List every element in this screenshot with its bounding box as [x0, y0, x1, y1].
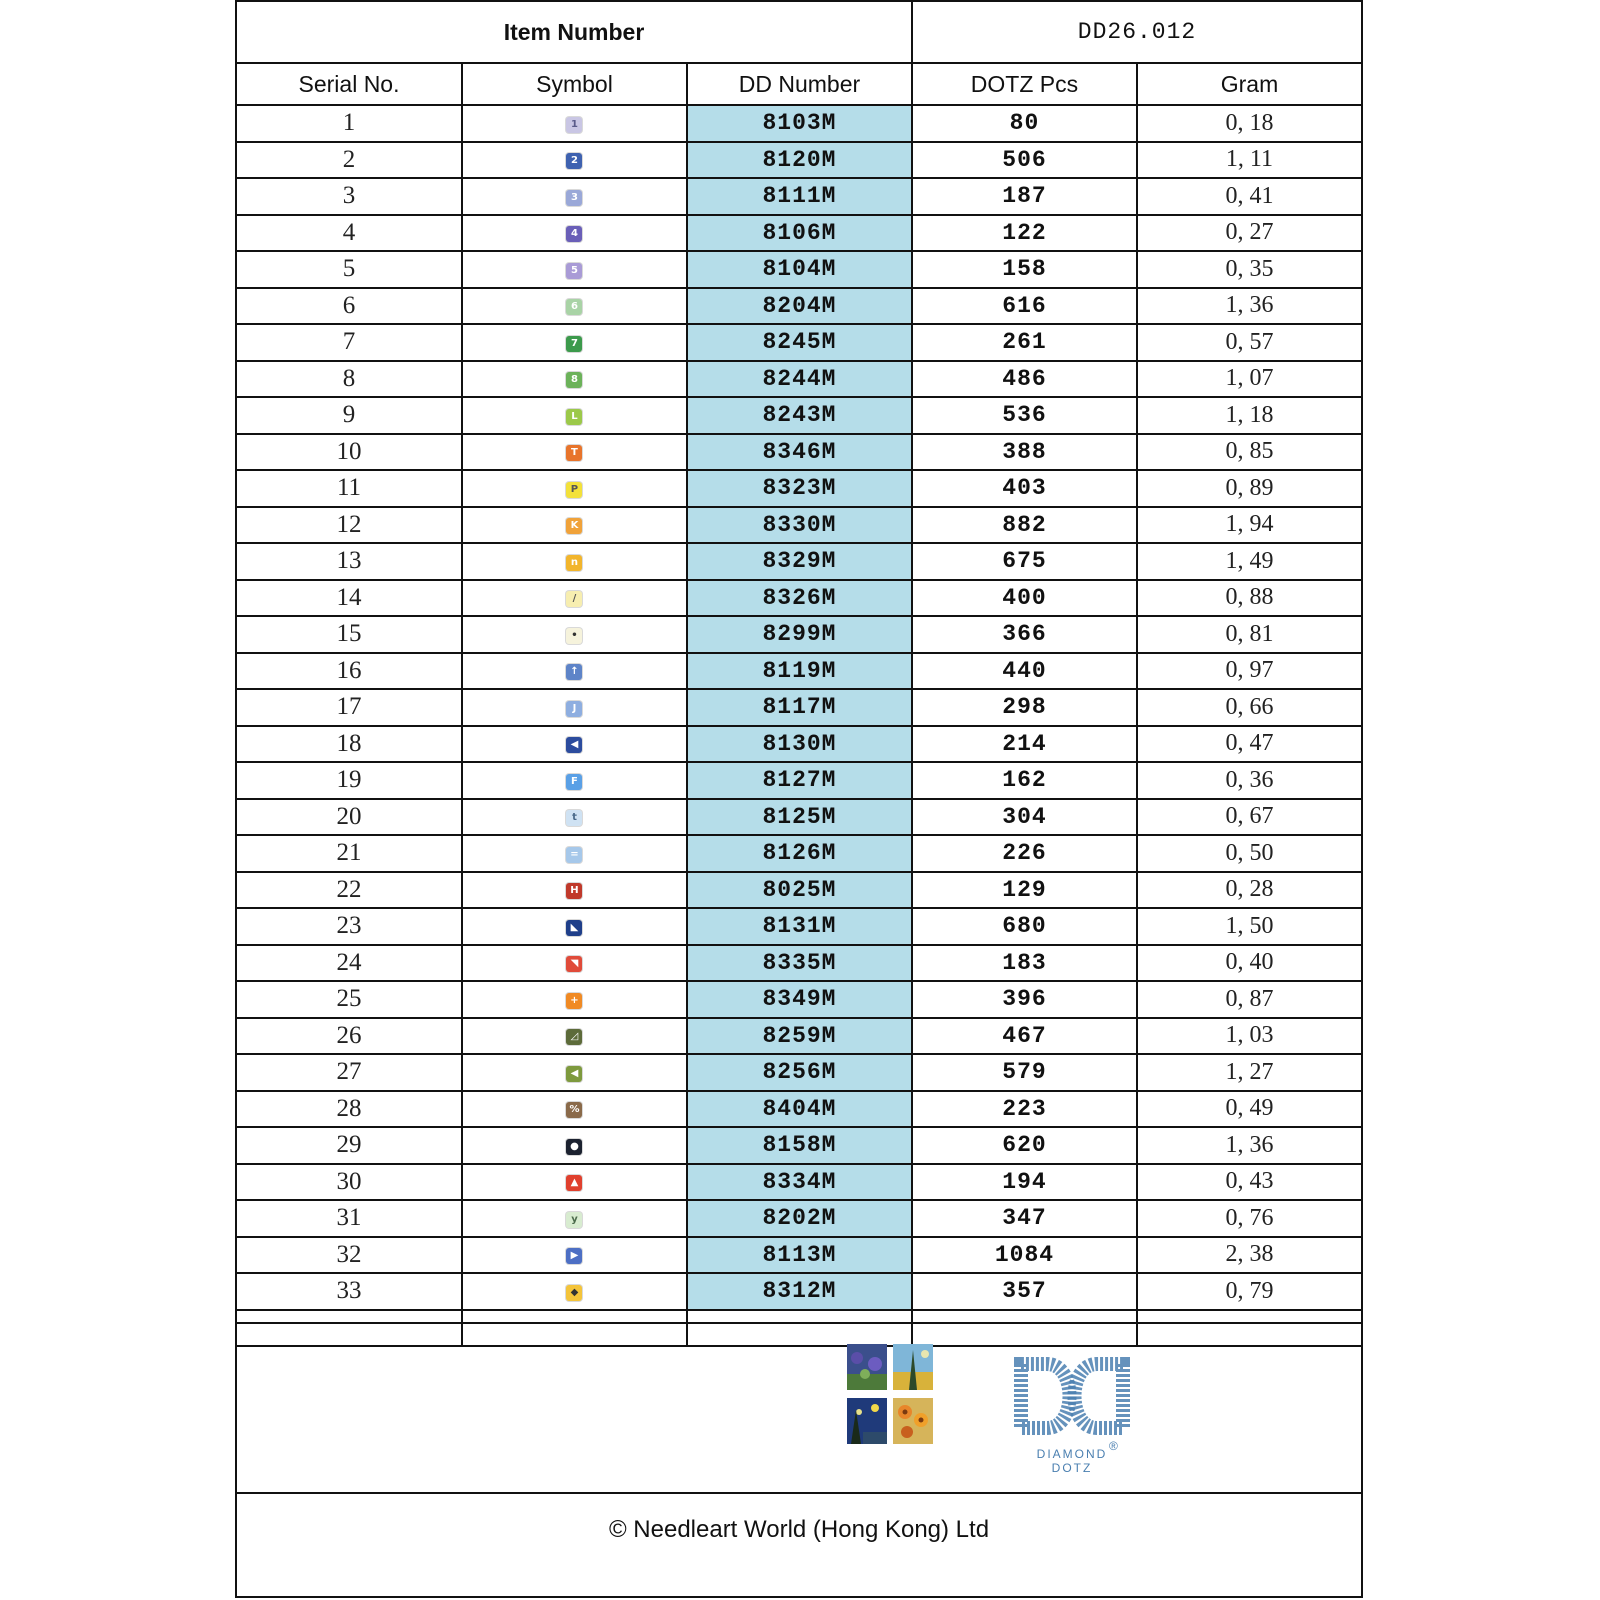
serial-cell: 20 — [237, 799, 462, 836]
dotz-pcs-cell: 80 — [912, 105, 1137, 142]
color-symbol-icon: + — [566, 993, 582, 1009]
table-row — [237, 1127, 1361, 1164]
table-row — [237, 653, 1361, 690]
dotz-pcs-cell: 223 — [912, 1091, 1137, 1128]
copyright-text: © Needleart World (Hong Kong) Ltd — [608, 1516, 990, 1543]
symbol-cell — [462, 1127, 687, 1164]
serial-cell: 33 — [237, 1273, 462, 1310]
symbol-cell — [462, 762, 687, 799]
gram-cell: 0, 97 — [1137, 653, 1361, 690]
serial-cell: 2 — [237, 142, 462, 179]
symbol-cell — [462, 361, 687, 398]
dd-number-cell: 8127M — [687, 762, 912, 799]
serial-cell: 22 — [237, 872, 462, 909]
header-symbol: Symbol — [462, 63, 687, 105]
dd-number-cell: 8204M — [687, 288, 912, 325]
symbol-cell — [462, 945, 687, 982]
table-row — [237, 105, 1361, 142]
dd-number-cell: 8335M — [687, 945, 912, 982]
color-symbol-icon: 3 — [566, 190, 582, 206]
serial-cell: 29 — [237, 1127, 462, 1164]
gram-cell: 0, 89 — [1137, 470, 1361, 507]
table-row — [237, 507, 1361, 544]
gram-cell: 0, 57 — [1137, 324, 1361, 361]
gram-cell: 0, 43 — [1137, 1164, 1361, 1201]
serial-cell: 14 — [237, 580, 462, 617]
dotz-pcs-cell: 261 — [912, 324, 1137, 361]
dd-number-cell: 8312M — [687, 1273, 912, 1310]
symbol-cell — [462, 1054, 687, 1091]
color-symbol-icon: ▲ — [566, 1175, 582, 1191]
gram-cell: 1, 18 — [1137, 397, 1361, 434]
symbol-cell — [462, 251, 687, 288]
table-row — [237, 543, 1361, 580]
gram-cell: 0, 28 — [1137, 872, 1361, 909]
dd-number-cell: 8346M — [687, 434, 912, 471]
gram-cell: 2, 38 — [1137, 1237, 1361, 1274]
serial-cell: 12 — [237, 507, 462, 544]
serial-cell: 17 — [237, 689, 462, 726]
table-row — [237, 1018, 1361, 1055]
color-symbol-icon: t — [566, 810, 582, 826]
dotz-pcs-cell: 1084 — [912, 1237, 1137, 1274]
table-row — [237, 762, 1361, 799]
table-row — [237, 1054, 1361, 1091]
table-row — [237, 616, 1361, 653]
gram-cell: 0, 49 — [1137, 1091, 1361, 1128]
color-symbol-icon: ● — [566, 1139, 582, 1155]
dd-number-cell: 8256M — [687, 1054, 912, 1091]
table-row — [237, 288, 1361, 325]
color-symbol-icon: ↑ — [566, 664, 582, 680]
dotz-pcs-cell: 366 — [912, 616, 1137, 653]
table-row — [237, 251, 1361, 288]
header-gram: Gram — [1137, 63, 1361, 105]
gram-cell: 0, 40 — [1137, 945, 1361, 982]
dotz-pcs-cell: 183 — [912, 945, 1137, 982]
color-symbol-icon: = — [566, 847, 582, 863]
dd-number-cell: 8106M — [687, 215, 912, 252]
dotz-pcs-cell: 304 — [912, 799, 1137, 836]
serial-cell: 10 — [237, 434, 462, 471]
gram-cell: 1, 94 — [1137, 507, 1361, 544]
dd-number-cell: 8117M — [687, 689, 912, 726]
gram-cell: 1, 50 — [1137, 908, 1361, 945]
color-symbol-icon: L — [566, 409, 582, 425]
dd-number-cell: 8202M — [687, 1200, 912, 1237]
dd-number-cell: 8113M — [687, 1237, 912, 1274]
serial-cell: 4 — [237, 215, 462, 252]
serial-cell: 8 — [237, 361, 462, 398]
gram-cell: 0, 81 — [1137, 616, 1361, 653]
color-symbol-icon: H — [566, 883, 582, 899]
dd-number-cell: 8404M — [687, 1091, 912, 1128]
color-symbol-icon: J — [566, 701, 582, 717]
table-row — [237, 981, 1361, 1018]
symbol-cell — [462, 105, 687, 142]
symbol-cell — [462, 616, 687, 653]
dd-number-cell: 8111M — [687, 178, 912, 215]
color-symbol-icon: ◿ — [566, 1029, 582, 1045]
dotz-pcs-cell: 214 — [912, 726, 1137, 763]
artwork-thumbnails — [847, 1344, 935, 1444]
dd-number-cell: 8349M — [687, 981, 912, 1018]
serial-cell: 16 — [237, 653, 462, 690]
gram-cell: 0, 35 — [1137, 251, 1361, 288]
dotz-pcs-cell: 403 — [912, 470, 1137, 507]
table-row — [237, 1164, 1361, 1201]
serial-cell: 24 — [237, 945, 462, 982]
dotz-pcs-cell: 298 — [912, 689, 1137, 726]
serial-cell: 31 — [237, 1200, 462, 1237]
column-header-row — [237, 63, 1361, 105]
serial-cell: 7 — [237, 324, 462, 361]
dotz-pcs-cell: 357 — [912, 1273, 1137, 1310]
color-symbol-icon: y — [566, 1212, 582, 1228]
symbol-cell — [462, 507, 687, 544]
gram-cell: 0, 47 — [1137, 726, 1361, 763]
logo-brand-sub: DOTZ — [1051, 1461, 1093, 1475]
dd-number-cell: 8131M — [687, 908, 912, 945]
color-symbol-icon: ▶ — [566, 1248, 582, 1264]
color-symbol-icon: ◣ — [566, 920, 582, 936]
color-symbol-icon: P — [566, 482, 582, 498]
table-row — [237, 1273, 1361, 1310]
symbol-cell — [462, 689, 687, 726]
dotz-pcs-cell: 226 — [912, 835, 1137, 872]
dotz-pcs-cell: 680 — [912, 908, 1137, 945]
item-number-row — [237, 2, 1361, 63]
color-symbol-icon: ◥ — [566, 956, 582, 972]
item-number-value: DD26.012 — [912, 2, 1361, 63]
dd-number-cell: 8323M — [687, 470, 912, 507]
color-symbol-icon: T — [566, 445, 582, 461]
gram-cell: 0, 36 — [1137, 762, 1361, 799]
gram-cell: 0, 27 — [1137, 215, 1361, 252]
table-row — [237, 324, 1361, 361]
serial-cell: 27 — [237, 1054, 462, 1091]
gram-cell: 0, 50 — [1137, 835, 1361, 872]
color-symbol-icon: ◀ — [566, 1066, 582, 1082]
serial-cell: 13 — [237, 543, 462, 580]
color-symbol-icon: 8 — [566, 372, 582, 388]
table-row — [237, 470, 1361, 507]
dotz-pcs-cell: 536 — [912, 397, 1137, 434]
table-row — [237, 872, 1361, 909]
dotz-pcs-cell: 129 — [912, 872, 1137, 909]
table-row — [237, 945, 1361, 982]
table-row — [237, 215, 1361, 252]
symbol-cell — [462, 470, 687, 507]
table-row — [237, 1200, 1361, 1237]
dd-number-cell: 8104M — [687, 251, 912, 288]
symbol-cell — [462, 142, 687, 179]
serial-cell: 25 — [237, 981, 462, 1018]
symbol-cell — [462, 178, 687, 215]
gram-cell: 0, 41 — [1137, 178, 1361, 215]
dd-number-cell: 8130M — [687, 726, 912, 763]
serial-cell: 26 — [237, 1018, 462, 1055]
symbol-cell — [462, 726, 687, 763]
dotz-pcs-cell: 187 — [912, 178, 1137, 215]
serial-cell: 3 — [237, 178, 462, 215]
gram-cell: 1, 49 — [1137, 543, 1361, 580]
dd-number-cell: 8120M — [687, 142, 912, 179]
diamond-dotz-logo — [1007, 1344, 1137, 1484]
dotz-pcs-cell: 347 — [912, 1200, 1137, 1237]
symbol-cell — [462, 835, 687, 872]
footer — [237, 1492, 1361, 1600]
dotz-pcs-cell: 620 — [912, 1127, 1137, 1164]
serial-cell: 1 — [237, 105, 462, 142]
color-symbol-icon: ◆ — [566, 1285, 582, 1301]
dd-number-cell: 8125M — [687, 799, 912, 836]
dd-number-cell: 8158M — [687, 1127, 912, 1164]
table-row — [237, 908, 1361, 945]
dotz-pcs-cell: 162 — [912, 762, 1137, 799]
dotz-pcs-cell: 467 — [912, 1018, 1137, 1055]
dd-number-cell: 8119M — [687, 653, 912, 690]
symbol-cell — [462, 653, 687, 690]
header-dotz-pcs: DOTZ Pcs — [912, 63, 1137, 105]
table-row — [237, 689, 1361, 726]
symbol-cell — [462, 1091, 687, 1128]
table-row — [237, 1237, 1361, 1274]
gram-cell: 1, 36 — [1137, 1127, 1361, 1164]
gram-cell: 0, 67 — [1137, 799, 1361, 836]
serial-cell: 19 — [237, 762, 462, 799]
dotz-pcs-cell: 158 — [912, 251, 1137, 288]
gram-cell: 0, 18 — [1137, 105, 1361, 142]
color-symbol-icon: / — [566, 591, 582, 607]
dd-monogram-icon — [1021, 1364, 1123, 1428]
serial-cell: 30 — [237, 1164, 462, 1201]
color-symbol-icon: ◀ — [566, 737, 582, 753]
symbol-cell — [462, 543, 687, 580]
color-symbol-icon: 2 — [566, 153, 582, 169]
symbol-cell — [462, 288, 687, 325]
dd-number-cell: 8334M — [687, 1164, 912, 1201]
table-row — [237, 580, 1361, 617]
gram-cell: 0, 88 — [1137, 580, 1361, 617]
table-row — [237, 835, 1361, 872]
dotz-pcs-cell: 675 — [912, 543, 1137, 580]
logo-area — [237, 1322, 1361, 1494]
symbol-cell — [462, 981, 687, 1018]
dotz-pcs-cell: 194 — [912, 1164, 1137, 1201]
item-number-label: Item Number — [237, 2, 912, 63]
pattern-key-sheet — [235, 0, 1363, 1598]
color-symbol-icon: 6 — [566, 299, 582, 315]
thumbnail-irises — [847, 1344, 887, 1390]
gram-cell: 1, 11 — [1137, 142, 1361, 179]
color-symbol-icon: 4 — [566, 226, 582, 242]
header-serial: Serial No. — [237, 63, 462, 105]
symbol-cell — [462, 908, 687, 945]
dd-number-cell: 8244M — [687, 361, 912, 398]
serial-cell: 18 — [237, 726, 462, 763]
serial-cell: 11 — [237, 470, 462, 507]
gram-cell: 0, 66 — [1137, 689, 1361, 726]
dotz-pcs-cell: 616 — [912, 288, 1137, 325]
table-row — [237, 361, 1361, 398]
dotz-pcs-cell: 400 — [912, 580, 1137, 617]
thumbnail-sunflowers — [893, 1398, 933, 1444]
dd-number-cell: 8299M — [687, 616, 912, 653]
serial-cell: 32 — [237, 1237, 462, 1274]
color-symbol-icon: • — [566, 628, 582, 644]
color-key-table — [237, 2, 1361, 1347]
symbol-cell — [462, 397, 687, 434]
symbol-cell — [462, 1018, 687, 1055]
dotz-pcs-cell: 396 — [912, 981, 1137, 1018]
symbol-cell — [462, 872, 687, 909]
symbol-cell — [462, 1237, 687, 1274]
gram-cell: 1, 36 — [1137, 288, 1361, 325]
dd-number-cell: 8103M — [687, 105, 912, 142]
serial-cell: 5 — [237, 251, 462, 288]
gram-cell: 0, 76 — [1137, 1200, 1361, 1237]
table-row — [237, 1091, 1361, 1128]
serial-cell: 23 — [237, 908, 462, 945]
table-row — [237, 434, 1361, 471]
logo-registered-mark: ® — [1109, 1439, 1120, 1453]
dd-number-cell: 8326M — [687, 580, 912, 617]
header-dd-number: DD Number — [687, 63, 912, 105]
gram-cell: 1, 07 — [1137, 361, 1361, 398]
table-row — [237, 397, 1361, 434]
dotz-pcs-cell: 506 — [912, 142, 1137, 179]
dd-number-cell: 8243M — [687, 397, 912, 434]
serial-cell: 9 — [237, 397, 462, 434]
color-symbol-icon: n — [566, 555, 582, 571]
gram-cell: 1, 27 — [1137, 1054, 1361, 1091]
symbol-cell — [462, 799, 687, 836]
gram-cell: 0, 85 — [1137, 434, 1361, 471]
color-symbol-icon: F — [566, 774, 582, 790]
dotz-pcs-cell: 122 — [912, 215, 1137, 252]
serial-cell: 28 — [237, 1091, 462, 1128]
dotz-pcs-cell: 486 — [912, 361, 1137, 398]
color-symbol-icon: % — [566, 1102, 582, 1118]
table-row — [237, 142, 1361, 179]
dd-number-cell: 8025M — [687, 872, 912, 909]
color-symbol-icon: 1 — [566, 117, 582, 133]
dd-number-cell: 8259M — [687, 1018, 912, 1055]
thumbnail-starry-night — [847, 1398, 887, 1444]
symbol-cell — [462, 1273, 687, 1310]
gram-cell: 1, 03 — [1137, 1018, 1361, 1055]
table-row — [237, 799, 1361, 836]
serial-cell: 21 — [237, 835, 462, 872]
symbol-cell — [462, 434, 687, 471]
dotz-pcs-cell: 440 — [912, 653, 1137, 690]
color-symbol-icon: 7 — [566, 336, 582, 352]
symbol-cell — [462, 1164, 687, 1201]
symbol-cell — [462, 1200, 687, 1237]
dotz-pcs-cell: 388 — [912, 434, 1137, 471]
symbol-cell — [462, 324, 687, 361]
gram-cell: 0, 87 — [1137, 981, 1361, 1018]
table-row — [237, 726, 1361, 763]
dotz-pcs-cell: 579 — [912, 1054, 1137, 1091]
logo-brand-text: DIAMOND — [1036, 1447, 1108, 1461]
dd-number-cell: 8329M — [687, 543, 912, 580]
serial-cell: 15 — [237, 616, 462, 653]
dotz-pcs-cell: 882 — [912, 507, 1137, 544]
thumbnail-wheatfield — [893, 1344, 933, 1390]
color-symbol-icon: K — [566, 518, 582, 534]
color-symbol-icon: 5 — [566, 263, 582, 279]
dd-number-cell: 8330M — [687, 507, 912, 544]
gram-cell: 0, 79 — [1137, 1273, 1361, 1310]
serial-cell: 6 — [237, 288, 462, 325]
symbol-cell — [462, 580, 687, 617]
symbol-cell — [462, 215, 687, 252]
dd-number-cell: 8245M — [687, 324, 912, 361]
dd-number-cell: 8126M — [687, 835, 912, 872]
table-row — [237, 178, 1361, 215]
